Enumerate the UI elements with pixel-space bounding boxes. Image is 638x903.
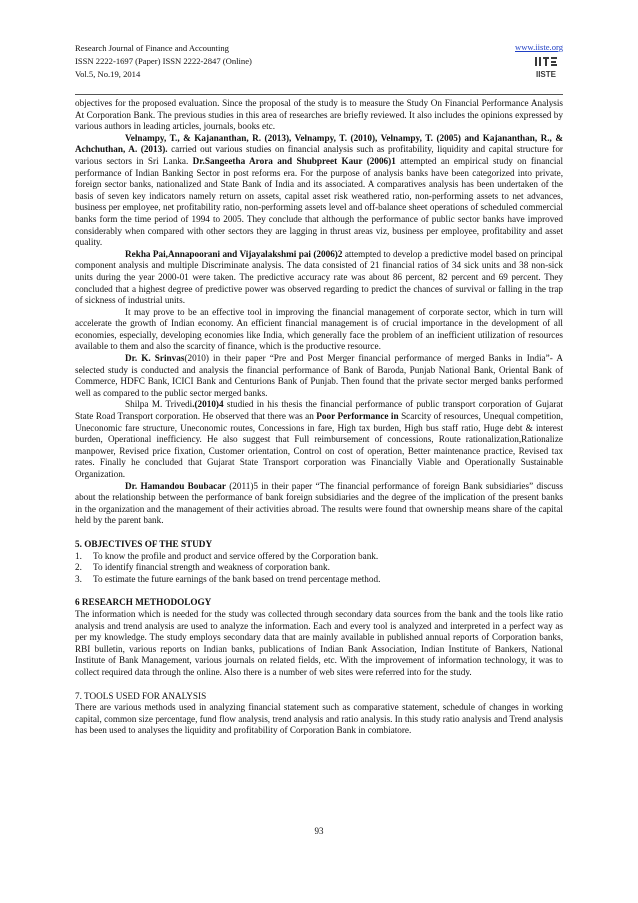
paragraph-7-text: (2011)5 in their paper “The financial performance of foreign Bank subsidiaries” discuss about the relationship between the performance of bank foreign subsidiaries and the degree of the implication of the present banks in the organization and the management of their activities abroad. The results were found that ownership means share of the capital held by the parent bank.: [75, 480, 563, 526]
paragraph-7: [75, 481, 563, 527]
main-text: [75, 98, 563, 737]
citation-arora: Dr.Sangeetha Arora and Shubpreet Kaur (2006)1: [192, 155, 396, 166]
paragraph-6-text-2: Scarcity of resources, Unequal competition, Uneconomic fare structure, Uneconomic routes, Concessions in fare, High tax burden, High bus staff ratio, Huge debt & interest burden, Operational inefficiency. He also suggest that Full reimbursement of concessions, Route rationalization,Rationalize manpower, Revised price fixation, Customer orientation, Control on cost of operation, Better maintenance practice, Revised tax rates. Finally he concluded that Gujarat State Transport corporation was Financially Viable and Operationally Sustainable Organization.: [75, 411, 563, 479]
paragraph-3: [75, 249, 563, 307]
paragraph-2: [75, 133, 563, 249]
list-item-text: To identify financial strength and weakness of corporation bank.: [93, 562, 330, 573]
issn-line: ISSN 2222-1697 (Paper) ISSN 2222-2847 (Online): [75, 56, 252, 66]
journal-url-link[interactable]: www.iiste.org: [515, 42, 563, 52]
section-7-text: There are various methods used in analyzing financial statement such as comparative statement, schedule of changes in working capital, common size percentage, fund flow analysis, trend analysis and ratio analysis. In this study ratio analysis and Trend analysis has been used to analyses the liquidity and profitability of Corporation Bank in combiatore.: [75, 702, 563, 736]
running-header: [75, 42, 563, 94]
citation-rekha-pai: Rekha Pai,Annapoorani and Vijayalakshmi pai (2006)2: [125, 248, 343, 259]
list-item-text: To know the profile and product and service offered by the Corporation bank.: [93, 550, 379, 561]
section-6-heading: 6 RESEARCH METHODOLOGY: [75, 597, 212, 608]
citation-boubacar: Dr. Hamandou Boubacar: [125, 480, 226, 491]
paragraph-5-text: (2010) in their paper “Pre and Post Merger financial performance of merged Banks in India”- A selected study is conducted and analysis the financial performance of Bank of Baroda, Punjab National Bank, Oriental Bank of Commerce, HDFC Bank, ICICI Bank and Centurions Bank of Punjab. Then found that the private sector merged banks performed well as compared to the public sector merged banks.: [75, 353, 563, 398]
paragraph-1: objectives for the proposed evaluation. Since the proposal of the study is to measure the Study On Financial Performance Analysis At Corporation Bank. The previous studies in this area of researches are briefly reviewed. It also includes the opinions expressed by various authors in leading articles, journals, books etc.: [75, 98, 563, 132]
paragraph-6: [75, 399, 563, 480]
citation-trivedi-year: .(2010)4: [192, 399, 224, 410]
logo-text: IISTE: [535, 70, 557, 79]
page-number: 93: [314, 826, 324, 836]
list-item-number: 2.: [75, 562, 82, 573]
volume-line: Vol.5, No.19, 2014: [75, 69, 141, 79]
objectives-list: [75, 551, 563, 586]
journal-name: Research Journal of Finance and Accounting: [75, 43, 229, 53]
paragraph-3-text: attempted to develop a predictive model based on principal component analysis and multiple Discriminate analysis. The data consisted of 21 financial ratios of 34 sick units and 38 non-sick units during the year 2000-01 were taken. The predictive accuracy rate was about 86 percent, 82 percent and 69 percent. They concluded that a highest degree of predictive power was observed regarding to predict the chances of survival or falling in the trap of sickness of industrial units.: [75, 248, 563, 306]
section-5-heading: 5. OBJECTIVES OF THE STUDY: [75, 538, 213, 549]
section-7-heading: 7. TOOLS USED FOR ANALYSIS: [75, 690, 207, 701]
header-rule: [75, 94, 563, 95]
paragraph-5: [75, 353, 563, 399]
list-item: [75, 574, 563, 586]
section-6-text: The information which is needed for the study was collected through secondary data sources from the bank and the tools like ratio analysis and trend analysis are used to analyze the information. Each and every tool is analyzed and interpreted in a perfect way as per my knowledge. The study employs secondary data that are mainly available in published annual reports of Corporation banks, RBI bulletin, various reports on Indian banks, publications of Indian Bank Association, Indian Institute of Bankers, National Institute of Bank Management, various journals on related fields, etc. With the improvement of information technology, it was to collect required data through the online. Also there is a number of web sites were referred into for the study.: [75, 608, 563, 677]
paragraph-4: It may prove to be an effective tool in improving the financial management of corporate sector, which in turn will accelerate the growth of Indian economy. An efficient financial management is of crucial importance in the development of all economies, especially, developing economies like India, which generally face the problem of an inefficient utilization of resources available to them and also the scarcity of finance, which is the productive resource.: [75, 306, 563, 352]
citation-srinvas: Dr. K. Srinvas: [125, 353, 185, 364]
citation-trivedi-name: Shilpa M. Trivedi: [125, 399, 193, 410]
citation-velnampy: Velnampy, T., & Kajananthan, R. (2013), Velnampy, T. (2010), Velnampy, T. (2005) and Kajananthan, R., & Achchuthan, A. (2013).: [75, 132, 563, 155]
list-item: [75, 562, 563, 574]
paragraph-6-text: studied in his thesis the financial performance of public transport corporation of Gujarat State Road Transport corporation. He observed that there was an: [75, 399, 563, 422]
paragraph-2-text: carried out various studies on financial analysis such as profitability, liquidity and capital structure for various sectors in Sri Lanka.: [75, 144, 563, 166]
iiste-logo-icon: [533, 56, 559, 80]
poor-performance-bold: Poor Performance in: [316, 411, 399, 422]
list-item-text: To estimate the future earnings of the bank based on trend percentage method.: [93, 573, 381, 584]
list-item: [75, 551, 563, 563]
list-item-number: 3.: [75, 573, 82, 584]
paragraph-2-text-2: attempted an empirical study on financial performance of Indian Banking Sector in post reforms era. For the purpose of analysis banks have been categorized into private, foreign sector banks, nationalized and State Bank of India and its associated. A comparatives analysis has been undertaken of the basis of seven key indicators namely return on assets, capital asset risk weathered ratio, non-performing assets to net advances, business per employee, net profitability ratio, non-performing assets level and off-balance sheet operations of scheduled commercial banks form the time period of 1994 to 2005. They conclude that although the performance of public sector banks have improved considerably when compared with other sectors they are lagging in thrust areas viz, business per employee, profitability and asset quality.: [75, 155, 563, 248]
list-item-number: 1.: [75, 550, 82, 561]
